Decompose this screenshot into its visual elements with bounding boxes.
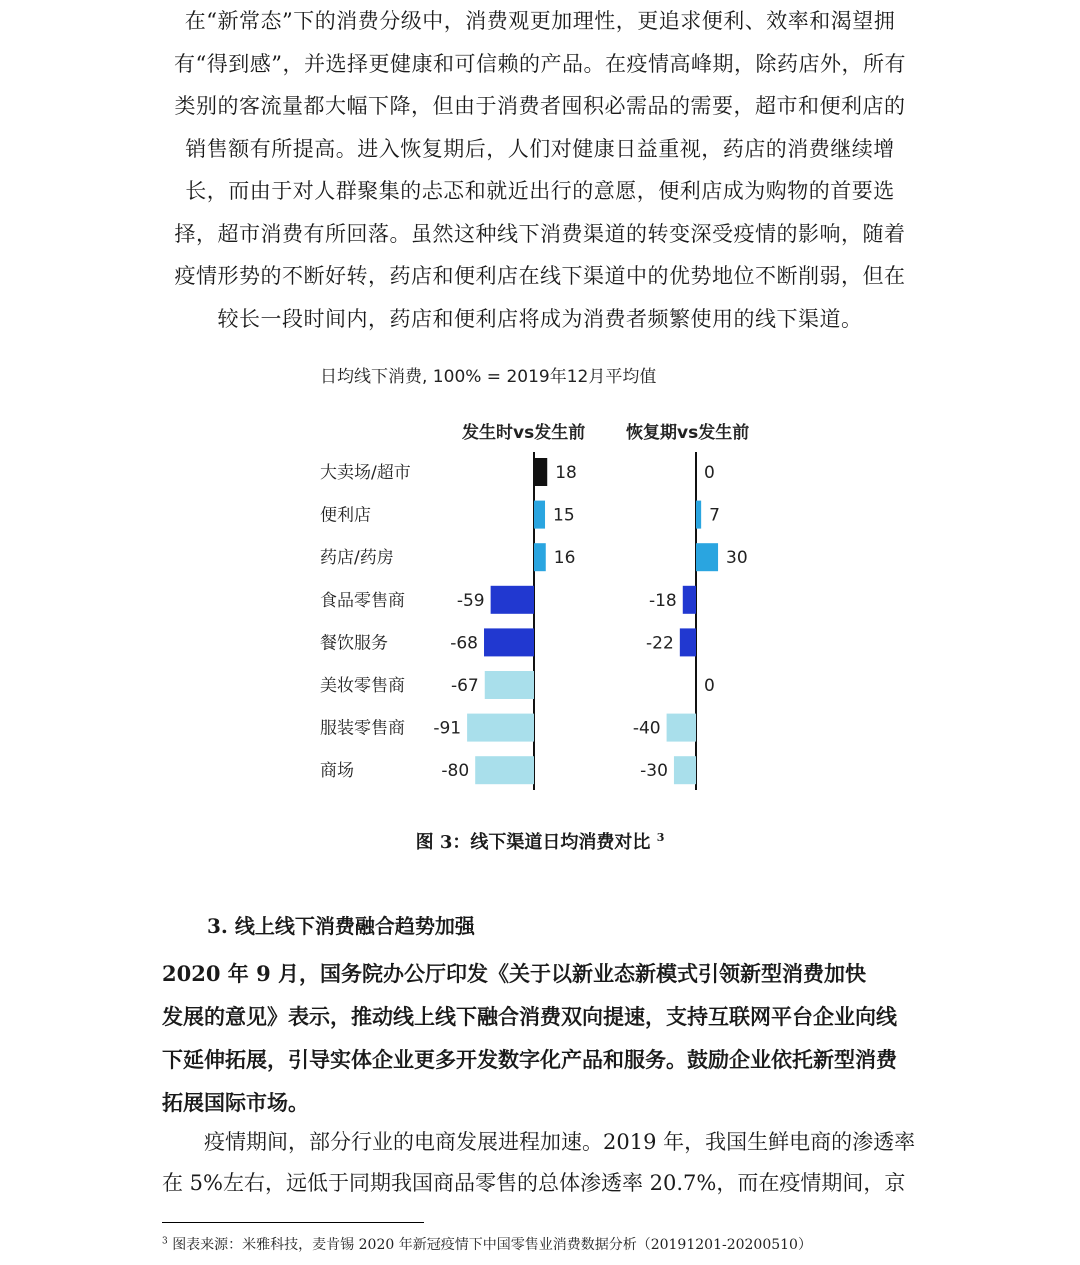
data-label: -67: [450, 676, 479, 696]
data-label: 16: [553, 548, 576, 569]
paragraph-line: 类别的客流量都大幅下降，但由于消费者囤积必需品的需要，超市和便利店的: [174, 94, 906, 118]
series-header-during: 发生时vs发生前: [462, 423, 586, 443]
section-heading: 3. 线上线下消费融合趋势加强: [207, 914, 475, 938]
data-label: -59: [456, 590, 485, 611]
bar-recovery: [696, 501, 701, 529]
bar-during: [534, 501, 545, 529]
chart-title: 日均线下消费, 100% = 2019年12月平均值: [320, 367, 657, 387]
data-label: -30: [640, 761, 668, 782]
paragraph-line: 在“新常态”下的消费分级中，消费观更加理性，更追求便利、效率和渴望拥: [184, 9, 896, 33]
caption-footnote-ref: 3: [656, 831, 665, 844]
bar-during: [484, 628, 534, 656]
paragraph-line: 疫情期间，部分行业的电商发展进程加速。2019 年，我国生鲜电商的渗透率: [162, 1130, 916, 1154]
data-label: 0: [704, 676, 715, 696]
bold-paragraph: [162, 952, 918, 1124]
category-label: 食品零售商: [320, 590, 405, 611]
body-paragraph: [162, 1122, 918, 1204]
bar-during: [534, 458, 547, 486]
bar-during: [467, 714, 534, 742]
category-label: 美妆零售商: [320, 676, 405, 696]
data-label: -68: [450, 633, 479, 654]
paragraph-line: 2020 年 9 月，国务院办公厅印发《关于以新业态新模式引领新型消费加快: [162, 961, 866, 986]
bar-during: [534, 543, 546, 571]
category-label: 药店/药房: [320, 548, 394, 569]
series-header-recovery: 恢复期vs发生前: [626, 423, 750, 443]
data-label: -22: [646, 633, 674, 654]
paragraph-line: 在 5%左右，远低于同期我国商品零售的总体渗透率 20.7%，而在疫情期间，京: [162, 1171, 906, 1195]
paragraph-line: 长，而由于对人群聚集的忐忑和就近出行的意愿，便利店成为购物的首要选: [185, 179, 895, 203]
figure-caption: [0, 828, 1080, 854]
paragraph-line: 疫情形势的不断好转，药店和便利店在线下渠道中的优势地位不断削弱，但在: [174, 264, 906, 288]
bar-recovery: [696, 543, 718, 571]
footnote-divider: [162, 1222, 424, 1223]
data-label: -40: [632, 718, 661, 739]
data-label: 15: [553, 505, 575, 526]
data-label: 0: [704, 463, 715, 483]
bar-during: [485, 671, 534, 699]
category-label: 餐饮服务: [320, 633, 388, 654]
bar-during: [475, 756, 534, 784]
paragraph-line: 销售额有所提高。进入恢复期后，人们对健康日益重视，药店的消费继续增: [185, 136, 895, 161]
paragraph-line: 下延伸拓展，引导实体企业更多开发数字化产品和服务。鼓励企业依托新型消费: [162, 1047, 897, 1072]
data-label: -91: [433, 718, 462, 739]
data-label: -80: [441, 761, 470, 782]
category-label: 便利店: [320, 505, 371, 526]
data-label: 7: [709, 505, 720, 526]
footnote: [162, 1234, 812, 1254]
bar-recovery: [683, 586, 696, 614]
footnote-ref: 3: [162, 1236, 168, 1247]
data-label: 18: [555, 463, 577, 483]
data-label: 30: [726, 548, 748, 569]
bar-recovery: [667, 714, 696, 742]
bar-recovery: [674, 756, 696, 784]
paragraph-line: 较长一段时间内，药店和便利店将成为消费者频繁使用的线下渠道。: [217, 306, 863, 331]
paragraph-line: 有“得到感”，并选择更健康和可信赖的产品。在疫情高峰期，除药店外，所有: [174, 51, 906, 76]
bar-recovery: [680, 628, 696, 656]
caption-text: 图 3：线下渠道日均消费对比: [415, 832, 651, 853]
paragraph-line: 发展的意见》表示，推动线上线下融合消费双向提速，支持互联网平台企业向线: [162, 1004, 897, 1029]
category-label: 大卖场/超市: [320, 463, 411, 483]
data-label: -18: [648, 590, 677, 611]
category-label: 商场: [320, 761, 354, 782]
category-label: 服装零售商: [320, 718, 405, 739]
paragraph-line: 择，超市消费有所回落。虽然这种线下消费渠道的转变深受疫情的影响，随着: [174, 221, 906, 246]
footnote-text: 图表来源：米雅科技，麦肯锡 2020 年新冠疫情下中国零售业消费数据分析（20191201-20200510）: [172, 1237, 812, 1253]
paragraph-line: 拓展国际市场。: [162, 1090, 309, 1115]
bar-during: [491, 586, 534, 614]
